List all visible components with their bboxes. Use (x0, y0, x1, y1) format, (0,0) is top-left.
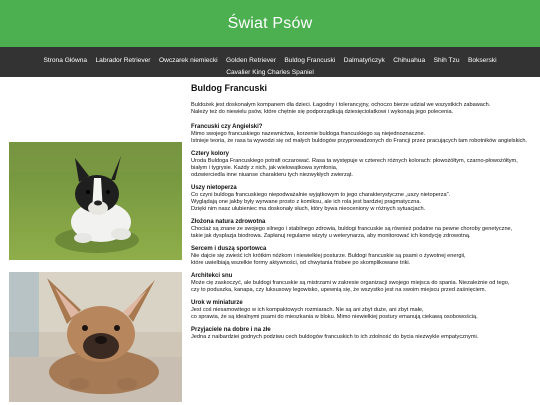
nav-link-home[interactable]: Strona Główna (43, 57, 88, 64)
section-cztery-kolory (191, 150, 531, 179)
section-text: czy to poduszka, kanapa, czy luksusowy legowisko, upewnią się, że wszystko jest na swoim miejscu przed zaśnięciem. (191, 287, 487, 293)
nav-link-dalmatynczyk[interactable]: Dalmatyńczyk (343, 57, 385, 64)
article-title: Buldog Francuski (191, 83, 268, 93)
section-text: odzwierciedla inne niuanse charakteru tych niezwykłych zwierząt. (191, 172, 353, 178)
main-nav (0, 47, 540, 77)
section-heading: Przyjaciele na dobre i na złe (191, 327, 271, 333)
section-text: Chociaż są znane ze swojego silnego i stabilnego zdrowia, buldogi francuskie są również podatne na pewne choroby genetyczne, (191, 226, 513, 232)
section-heading: Francuski czy Angielski? (191, 124, 263, 130)
dog-photo-indoor (9, 272, 182, 402)
image-column (9, 142, 182, 402)
section-text: takie jak dysplazja biodrowa. Zapłanuj regularne wizyty u weterynarza, aby monitorować ich kondycję zdrowotną. (191, 233, 471, 239)
nav-link-bokserski[interactable]: Bokserski (467, 57, 497, 64)
section-urok-w-miniaturze (191, 299, 531, 321)
section-zlozona-natura-zdrowotna (191, 218, 531, 240)
nav-link-owczarek[interactable]: Owczarek niemiecki (158, 57, 218, 64)
section-heading: Architekci snu (191, 273, 233, 279)
article (191, 83, 531, 346)
section-heading: Złożona natura zdrowotna (191, 219, 266, 225)
site-header (0, 0, 540, 47)
nav-link-labrador[interactable]: Labrador Retriever (95, 57, 151, 64)
nav-link-chihuahua[interactable]: Chihuahua (393, 57, 426, 64)
section-text: Może cię zaskoczyć, ale buldogi francuskie są mistrzami w zakresie organizacji swojego miejsca do spania. Niezależnie od tego, (191, 280, 510, 286)
section-heading: Cztery kolory (191, 151, 230, 157)
section-francuski-czy-angielski (191, 123, 531, 145)
section-przyjaciele (191, 326, 531, 341)
intro-line: Buldożek jest doskonałym kompanem dla dzieci. Łagodny i tolerancyjny, ochoczo bierze udział we wszystkich zabawach. (191, 102, 491, 108)
section-text: które uwielbiają wszelkie formy aktywności, od chwytania frisbee po skomplikowane triki. (191, 260, 411, 266)
section-heading: Sercem i duszą sportowca (191, 246, 267, 252)
nav-link-buldog[interactable]: Buldog Francuski (284, 57, 336, 64)
section-text: Co czyni buldoga francuskiego niepodważalnie wyjątkowym to jego charakterystyczne „uszy nietoperza". (191, 192, 451, 198)
article-intro (191, 102, 531, 116)
section-heading: Uszy nietoperza (191, 185, 237, 191)
nav-link-golden[interactable]: Golden Retriever (226, 57, 276, 64)
section-text: Dzięki nim nasz ulubieniec ma doskonały słuch, który bywa nieoceniony w różnych sytuacjach. (191, 206, 426, 212)
section-text: Mimo swojego francuskiego nazewnictwa, korzenie buldoga francuskiego są niejednoznaczne. (191, 131, 426, 137)
main-content (0, 77, 540, 405)
section-text: Istnieje teoria, że rasa ta wywodzi się od małych buldogów przyprowadzonych do Francji przez pracujących tam robotników angielskich. (191, 138, 528, 144)
section-text: Nie dajcie się zwieść ich krótkim nóżkom i niewielkiej posturze. Buldogi francuskie są psami o żywotnej energii, (191, 253, 466, 259)
section-uszy-nietoperza (191, 184, 531, 213)
section-heading: Urok w miniaturze (191, 300, 243, 306)
section-sercem-i-dusza-sportowca (191, 245, 531, 267)
intro-line: Należy też do niewielu psów, które chętnie się podporządkują dziesięciolatkowi i wykonają jego polecenia. (191, 109, 454, 115)
dog-photo-grass (9, 142, 182, 260)
section-text: co sprawia, że są idealnymi psami do mieszkania w bloku. Mimo niewielkiej postury emanują ciekawą osobowością. (191, 314, 478, 320)
nav-link-cavalier[interactable]: Cavalier King Charles Spaniel (226, 69, 314, 76)
section-text: Uroda Buldoga Francuskiego potrafi oczarować. Rasa ta występuje w czterech różnych kolorach: płowożółtym, czarno-płowożółtym, białym i tygrysie. Każdy z nich, jak wielowątkowa symfonia, (191, 158, 518, 171)
section-architekci-snu (191, 272, 531, 294)
section-text: Jest coś niesamowitego w ich kompaktowych rozmiarach. Nie są ani zbyt duże, ani zbyt małe, (191, 307, 424, 313)
section-text: Jedna z naibardziei godnych podziwu cech buldogów francuskich to ich zdolność do bycia niezwykle empatycznymi. (191, 334, 479, 340)
site-title: Świat Psów (227, 14, 313, 32)
section-text: Wyglądają one jakby były wyrwane prosto z komiksu, ale ich rola jest bardziej pragmatyczna. (191, 199, 422, 205)
nav-link-shih-tzu[interactable]: Shih Tzu (433, 57, 460, 64)
